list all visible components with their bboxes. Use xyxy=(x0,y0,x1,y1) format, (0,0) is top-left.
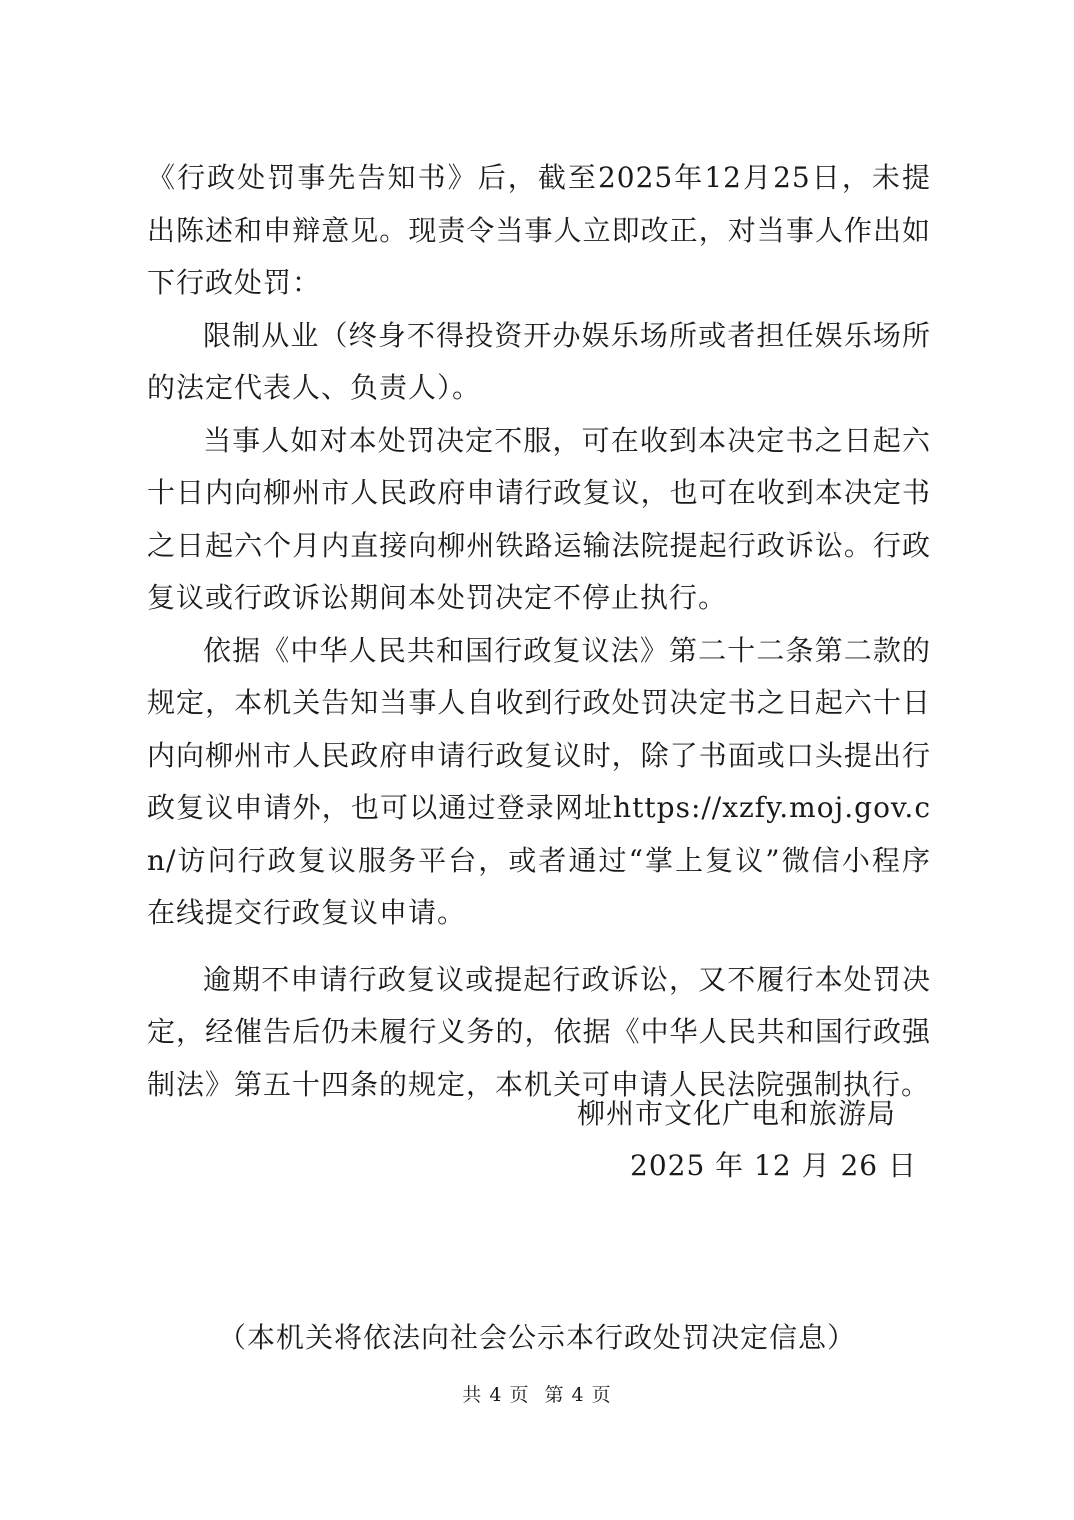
paragraph-appeal-rights: 当事人如对本处罚决定不服，可在收到本决定书之日起六十日内向柳州市人民政府申请行政复议，也可在收到本决定书之日起六个月内直接向柳州铁路运输法院提起行政诉讼。行政复议或行政诉讼期间本处罚决定不停止执行。 xyxy=(147,423,931,614)
disclosure-notice: （本机关将依法向社会公示本行政处罚决定信息） xyxy=(217,1321,856,1354)
signature-date: 2025 年 12 月 26 日 xyxy=(630,1149,918,1182)
paragraph-enforcement: 逾期不申请行政复议或提起行政诉讼，又不履行本处罚决定，经催告后仍未履行义务的，依据《中华人民共和国行政强制法》第五十四条的规定，本机关可申请人民法院强制执行。 xyxy=(147,962,931,1101)
paragraph-employment-restriction: 限制从业（终身不得投资开办娱乐场所或者担任娱乐场所的法定代表人、负责人）。 xyxy=(147,318,931,404)
paragraph-penalty-decision: 《行政处罚事先告知书》后，截至2025年12月25日，未提出陈述和申辩意见。现责令当事人立即改正，对当事人作出如下行政处罚： xyxy=(147,161,931,299)
page-current: 第 4 页 xyxy=(544,1384,612,1406)
document-body xyxy=(147,152,931,1111)
page-total: 共 4 页 xyxy=(462,1384,530,1406)
page-footer xyxy=(0,1380,1074,1410)
signature-organization: 柳州市文化广电和旅游局 xyxy=(577,1097,897,1130)
paragraph-online-review: 依据《中华人民共和国行政复议法》第二十二条第二款的规定，本机关告知当事人自收到行政处罚决定书之日起六十日内向柳州市人民政府申请行政复议时，除了书面或口头提出行政复议申请外，也可以通过登录网址https://xzfy.moj.gov.cn/访问行政复议服务平台，或者通过“掌上复议”微信小程序在线提交行政复议申请。 xyxy=(147,633,931,929)
